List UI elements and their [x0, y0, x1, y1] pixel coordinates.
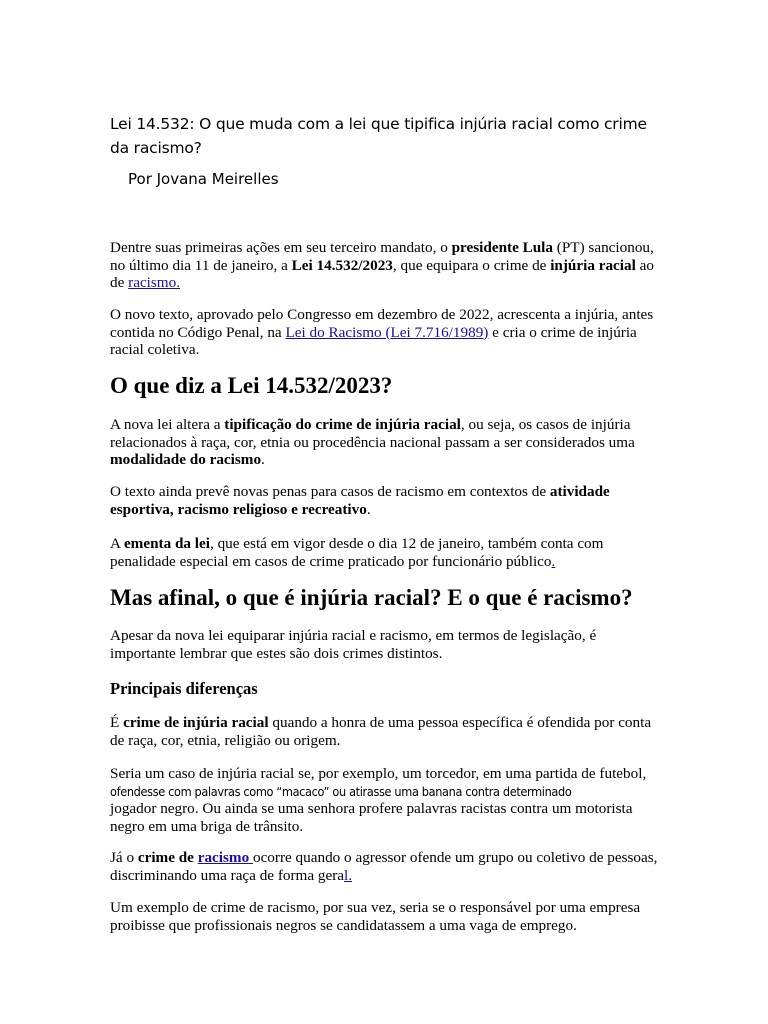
paragraph-ementa [110, 535, 658, 570]
racismo-link[interactable]: racismo. [128, 274, 181, 291]
paragraph-injuria-def [110, 714, 658, 749]
text: , ou seja, os casos de injúria relacionados à raça, cor, etnia ou procedência nacional passam a ser considerados uma [110, 416, 635, 451]
bold-text: presidente Lula [451, 239, 553, 256]
text: , que está em vigor desde o dia 12 de janeiro, também conta com penalidade especial em casos de crime praticado por funcionário público [110, 535, 604, 570]
text: Já o [110, 849, 138, 866]
text: ofendesse com palavras como “macaco” ou atirasse uma banana contra determinado [110, 783, 572, 799]
bold-text: modalidade do racismo [110, 451, 262, 468]
text: , que equipara o crime de [392, 256, 551, 274]
paragraph-exemplo-injuria [110, 765, 658, 835]
text: A nova lei altera a [110, 416, 225, 433]
text: Seria um caso de injúria racial se, por exemplo, um torcedor, em uma partida de futebol, [110, 765, 647, 782]
bold-text: injúria racial [550, 256, 636, 274]
paragraph-novas-penas [110, 483, 658, 518]
text: ao de [110, 256, 654, 291]
text: . [366, 500, 371, 518]
text: jogador negro. Ou ainda se uma senhora profere palavras racistas contra um motorista negro em uma briga de trânsito. [110, 800, 633, 835]
geral-link[interactable]: l. [344, 866, 353, 884]
text: . [261, 451, 265, 468]
text: O texto ainda prevê novas penas para casos de racismo em contextos de [110, 483, 550, 500]
paragraph-apesar [110, 627, 658, 662]
text: É [110, 714, 124, 731]
text: O novo texto, aprovado pelo Congresso em dezembro de 2022, acrescenta a injúria, antes contida no Código Penal, na [110, 306, 654, 341]
text: Um exemplo de crime de racismo, por sua vez, seria se o responsável por uma empresa proibisse que profissionais negros se candidatassem a uma vaga de emprego. [110, 899, 641, 934]
bold-text: crime de [137, 849, 198, 866]
paragraph-nova-lei [110, 416, 658, 469]
bold-text: crime de injúria racial [123, 714, 269, 731]
heading-mas-afinal: Mas afinal, o que é injúria racial? E o que é racismo? [110, 585, 633, 610]
paragraph-racismo-def [110, 849, 658, 884]
text: Apesar da nova lei equiparar injúria racial e racismo, em termos de legislação, é importante lembrar que estes são dois crimes distintos. [110, 627, 597, 662]
text: A [110, 535, 124, 552]
paragraph-novo-texto [110, 306, 658, 359]
paragraph-exemplo-racismo [110, 899, 658, 934]
ementa-link[interactable]: . [551, 552, 556, 570]
bold-text: Lei 14.532/2023 [291, 256, 393, 274]
lei-do-racismo-link[interactable]: Lei do Racismo (Lei 7.716/1989) [285, 323, 489, 341]
racismo-bold-link[interactable]: racismo [197, 849, 253, 866]
bold-text: tipificação do crime de injúria racial [224, 416, 461, 433]
bold-text: atividade esportiva, racismo religioso e recreativo [110, 483, 610, 518]
bold-text: ementa da lei [123, 535, 210, 552]
heading-o-que-diz: O que diz a Lei 14.532/2023? [110, 373, 393, 398]
paragraph-intro [110, 239, 658, 292]
text: (PT) sancionou, no último dia 11 de janeiro, a [110, 239, 654, 274]
article-byline: Por Jovana Meirelles [128, 170, 279, 188]
article-title: Lei 14.532: O que muda com a lei que tipifica injúria racial como crime da racismo? [110, 115, 647, 157]
text: Dentre suas primeiras ações em seu terceiro mandato, o [110, 239, 452, 256]
heading-principais-diferencas: Principais diferenças [110, 679, 258, 698]
text: e cria o crime de injúria racial coletiva. [110, 323, 637, 358]
text: quando a honra de uma pessoa específica é ofendida por conta de raça, cor, etnia, religião ou origem. [110, 714, 652, 749]
text: ocorre quando o agressor ofende um grupo ou coletivo de pessoas, discriminando uma raça de forma gera [110, 849, 658, 884]
